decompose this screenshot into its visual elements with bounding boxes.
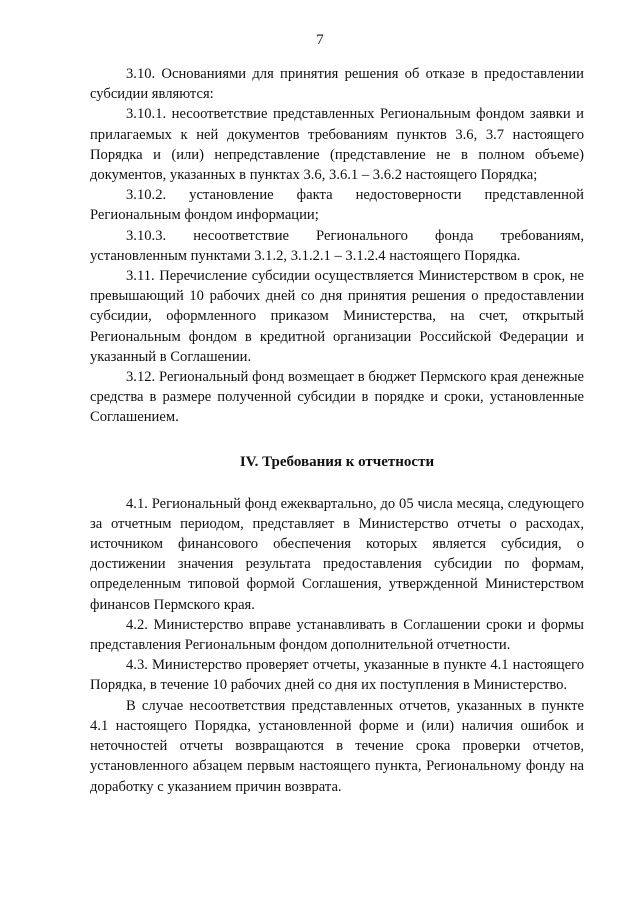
- paragraph-4-3-note: В случае несоответствия представленных отчетов, указанных в пункте 4.1 настоящего Порядка, установленной форме и (или) наличия ошибок и неточностей отчеты возвращаются в течение срока проверки отчетов, установленного абзацем первым настоящего пункта, Региональному фонду на доработку с указанием причин возврата.: [90, 697, 584, 795]
- paragraph-3-10-1: 3.10.1. несоответствие представленных Региональным фондом заявки и прилагаемых к ней документов требованиям пунктов 3.6, 3.7 настоящего Порядка и (или) непредставление (представление не в полном объеме) документов, указанных в пунктах 3.6, 3.6.1 – 3.6.2 настоящего Порядка;: [90, 106, 584, 184]
- paragraph-4-1: 4.1. Региональный фонд ежеквартально, до 05 числа месяца, следующего за отчетным периодом, представляет в Министерство отчеты о расходах, источником финансового обеспечения которых является субсидия, о достижении значения результата предоставления субсидии по формам, определенным типовой формой Соглашения, утвержденной Министерством финансов Пермского края.: [90, 495, 584, 613]
- paragraph-3-11: 3.11. Перечисление субсидии осуществляется Министерством в срок, не превышающий 10 рабочих дней со дня принятия решения о предоставлении субсидии, оформленного приказом Министерства, на счет, открытый Региональным фондом в кредитной организации Российской Федерации и указанный в Соглашении.: [90, 268, 584, 365]
- paragraph-3-10: 3.10. Основаниями для принятия решения об отказе в предоставлении субсидии являются:: [90, 66, 584, 103]
- section-heading: IV. Требования к отчетности: [239, 453, 435, 470]
- paragraph-3-12: 3.12. Региональный фонд возмещает в бюджет Пермского края денежные средства в размере полученной субсидии в порядке и сроки, установленные Соглашением.: [90, 369, 584, 426]
- paragraph-4-3: 4.3. Министерство проверяет отчеты, указанные в пункте 4.1 настоящего Порядка, в течение 10 рабочих дней со дня их поступления в Министерство.: [90, 657, 584, 694]
- paragraph-3-10-2: 3.10.2. установление факта недостоверности представленной Региональным фондом информации;: [90, 187, 584, 224]
- paragraph-3-10-3: 3.10.3. несоответствие Регионального фонда требованиям, установленным пунктами 3.1.2, 3.1.2.1 – 3.1.2.4 настоящего Порядка.: [90, 227, 584, 264]
- document-body: [90, 64, 584, 797]
- page-number: 7: [316, 32, 324, 48]
- paragraph-4-2: 4.2. Министерство вправе устанавливать в Соглашении сроки и формы представления Региональным фондом дополнительной отчетности.: [90, 616, 584, 654]
